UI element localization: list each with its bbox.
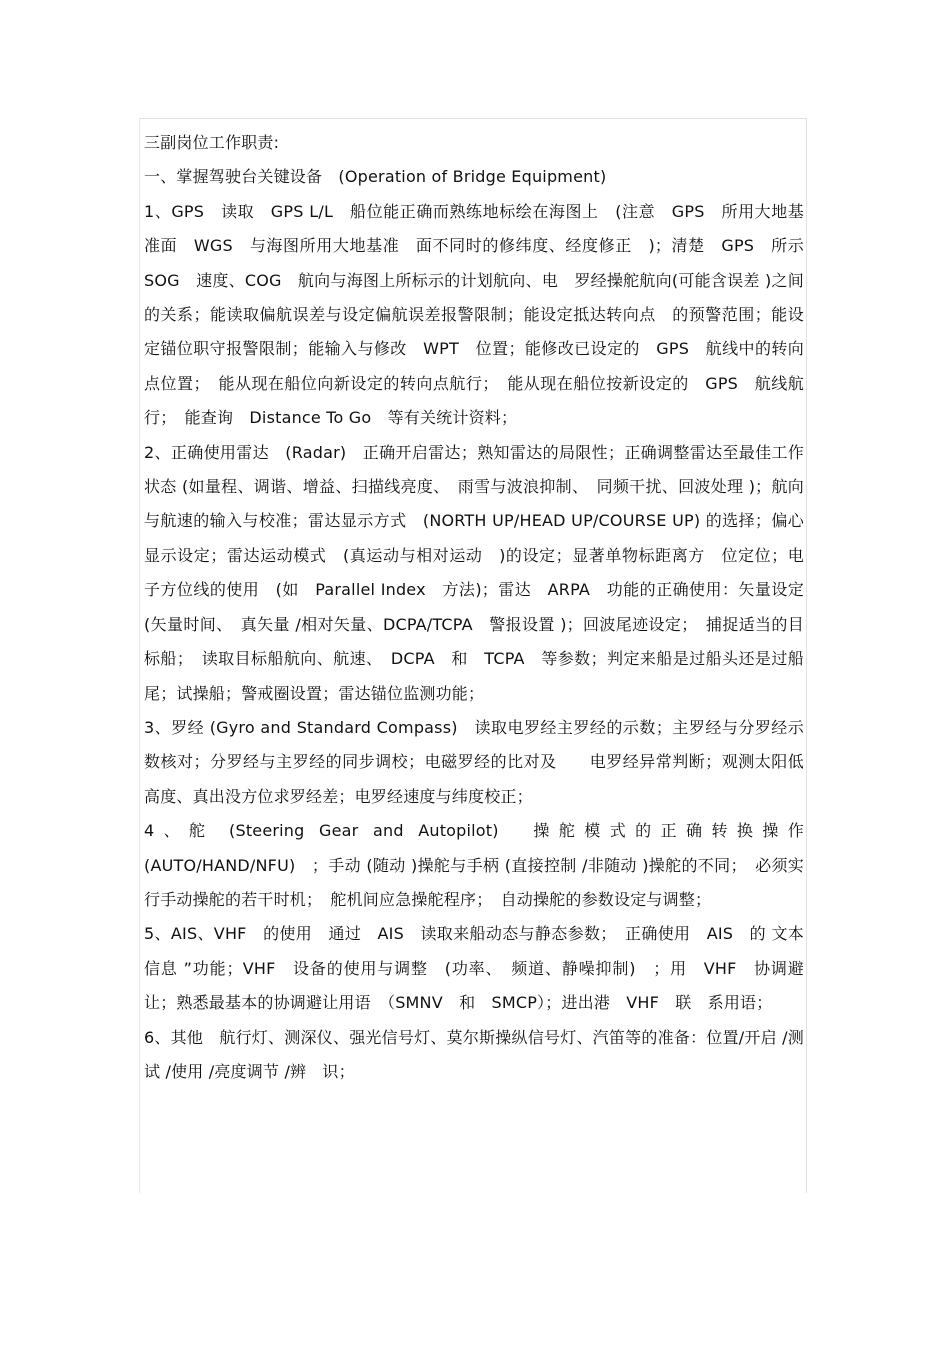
item-radar: 2、正确使用雷达 (Radar) 正确开启雷达；熟知雷达的局限性；正确调整雷达至最佳工作状态 (如量程、调谐、增益、扫描线亮度、 雨雪与波浪抑制、 同频干扰、回波处理 )；航向与航速的输入与校准；雷达显示方式 (NORTH UP/HEAD UP/COURSE UP) 的选择；偏心显示设定；雷达运动模式 (真运动与相对运动 )的设定；显著单物标距离方 位定位；电子方位线的使用 (如 Parallel Index 方法)；雷达 ARPA 功能的正确使用：矢量设定 (矢量时间、 真矢量 /相对矢量、DCPA/TCPA 警报设置 )；回波尾迹设定； 捕捉适当的目标船； 读取目标船航向、航速、 DCPA 和 TCPA 等参数；判定来船是过船头还是过船尾；试操船；警戒圈设置；雷达锚位监测功能；: [144, 442, 821, 703]
item-steering: 4、舵 (Steering Gear and Autopilot) 操舵模式的正确转换操作(AUTO/HAND/NFU) ；手动 (随动 )操舵与手柄 (直接控制 /非随动 )操舵的不同； 必须实行手动操舵的若干时机； 舵机间应急操舵程序； 自动操舵的参数设定与调整；: [144, 821, 804, 909]
document-body: [144, 126, 821, 1089]
item-other: 6、其他 航行灯、测深仪、强光信号灯、莫尔斯操纵信号灯、汽笛等的准备：位置/开启 /测试 /使用 /亮度调节 /辨 识；: [144, 1027, 804, 1081]
item-ais-vhf: 5、AIS、VHF 的使用 通过 AIS 读取来船动态与静态参数； 正确使用 AIS 的 文本信息 ”功能；VHF 设备的使用与调整 (功率、 频道、静噪抑制) ；用 VHF 协调避让；熟悉最基本的协调避让用语 （SMNV 和 SMCP）；进出港 VHF 联 系用语；: [144, 924, 804, 1013]
section-heading: 一、掌握驾驶台关键设备 (Operation of Bridge Equipment): [144, 167, 607, 187]
document-title: 三副岗位工作职责:: [144, 133, 280, 152]
item-compass: 3、罗经 (Gyro and Standard Compass) 读取电罗经主罗经的示数；主罗经与分罗经示数核对；分罗经与主罗经的同步调校；电磁罗经的比对及 电罗经异常判断；观测太阳低高度、真出没方位求罗经差；电罗经速度与纬度校正；: [144, 717, 804, 806]
item-gps: 1、GPS 读取 GPS L/L 船位能正确而熟练地标绘在海图上 (注意 GPS 所用大地基准面 WGS 与海图所用大地基准 面不同时的修纬度、经度修正 )；清楚 GPS 所示 SOG 速度、COG 航向与海图上所标示的计划航向、电 罗经操舵航向(可能含误差 )之间的关系；能读取偏航误差与设定偏航误差报警限制；能设定抵达转向点 的预警范围；能设定锚位职守报警限制；能输入与修改 WPT 位置；能修改已设定的 GPS 航线中的转向 点位置； 能从现在船位向新设定的转向点航行； 能从现在船位按新设定的 GPS 航线航行； 能查询 Distance To Go 等有关统计资料；: [144, 201, 821, 428]
